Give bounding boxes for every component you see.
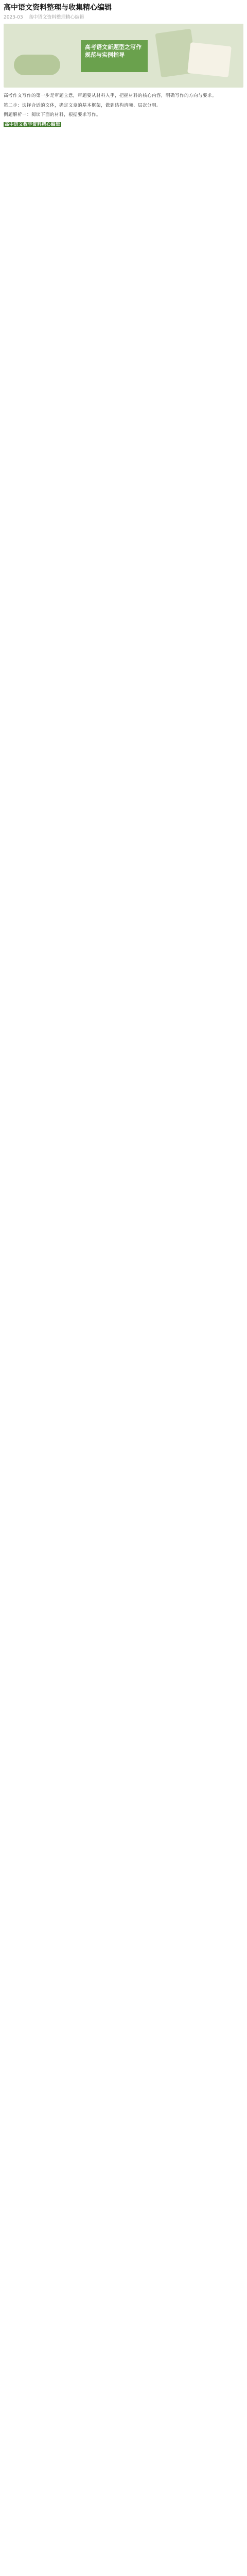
body-paragraph: 高考作文写作的第一步是审题立意，审题要从材料入手，把握材料的核心内容，明确写作的方向与要求。 — [4, 93, 217, 98]
article-header — [0, 0, 247, 21]
highlight-banner: 高中语文教学资料精心编辑 — [5, 122, 61, 127]
article-banner-image — [4, 24, 243, 88]
banner-caption: 高考语文新题型之写作规范与实例指导 — [81, 40, 148, 72]
article-title: 高中语文资料整理与收集精心编辑 — [4, 4, 112, 12]
article-date: 2023-03 — [4, 15, 23, 20]
article-meta — [4, 14, 243, 21]
body-paragraph: 例题解析一：阅读下面的材料，根据要求写作。 — [4, 112, 101, 118]
banner-decor-shape — [187, 42, 232, 77]
body-paragraph — [4, 122, 243, 128]
article-body — [0, 88, 247, 128]
banner-decor-shape — [14, 55, 60, 75]
article-source[interactable]: 高中语文资料整理精心编辑 — [28, 15, 84, 20]
body-paragraph: 第二步：选择合适的文体，确定文章的基本框架，做到结构清晰、层次分明。 — [4, 103, 162, 108]
